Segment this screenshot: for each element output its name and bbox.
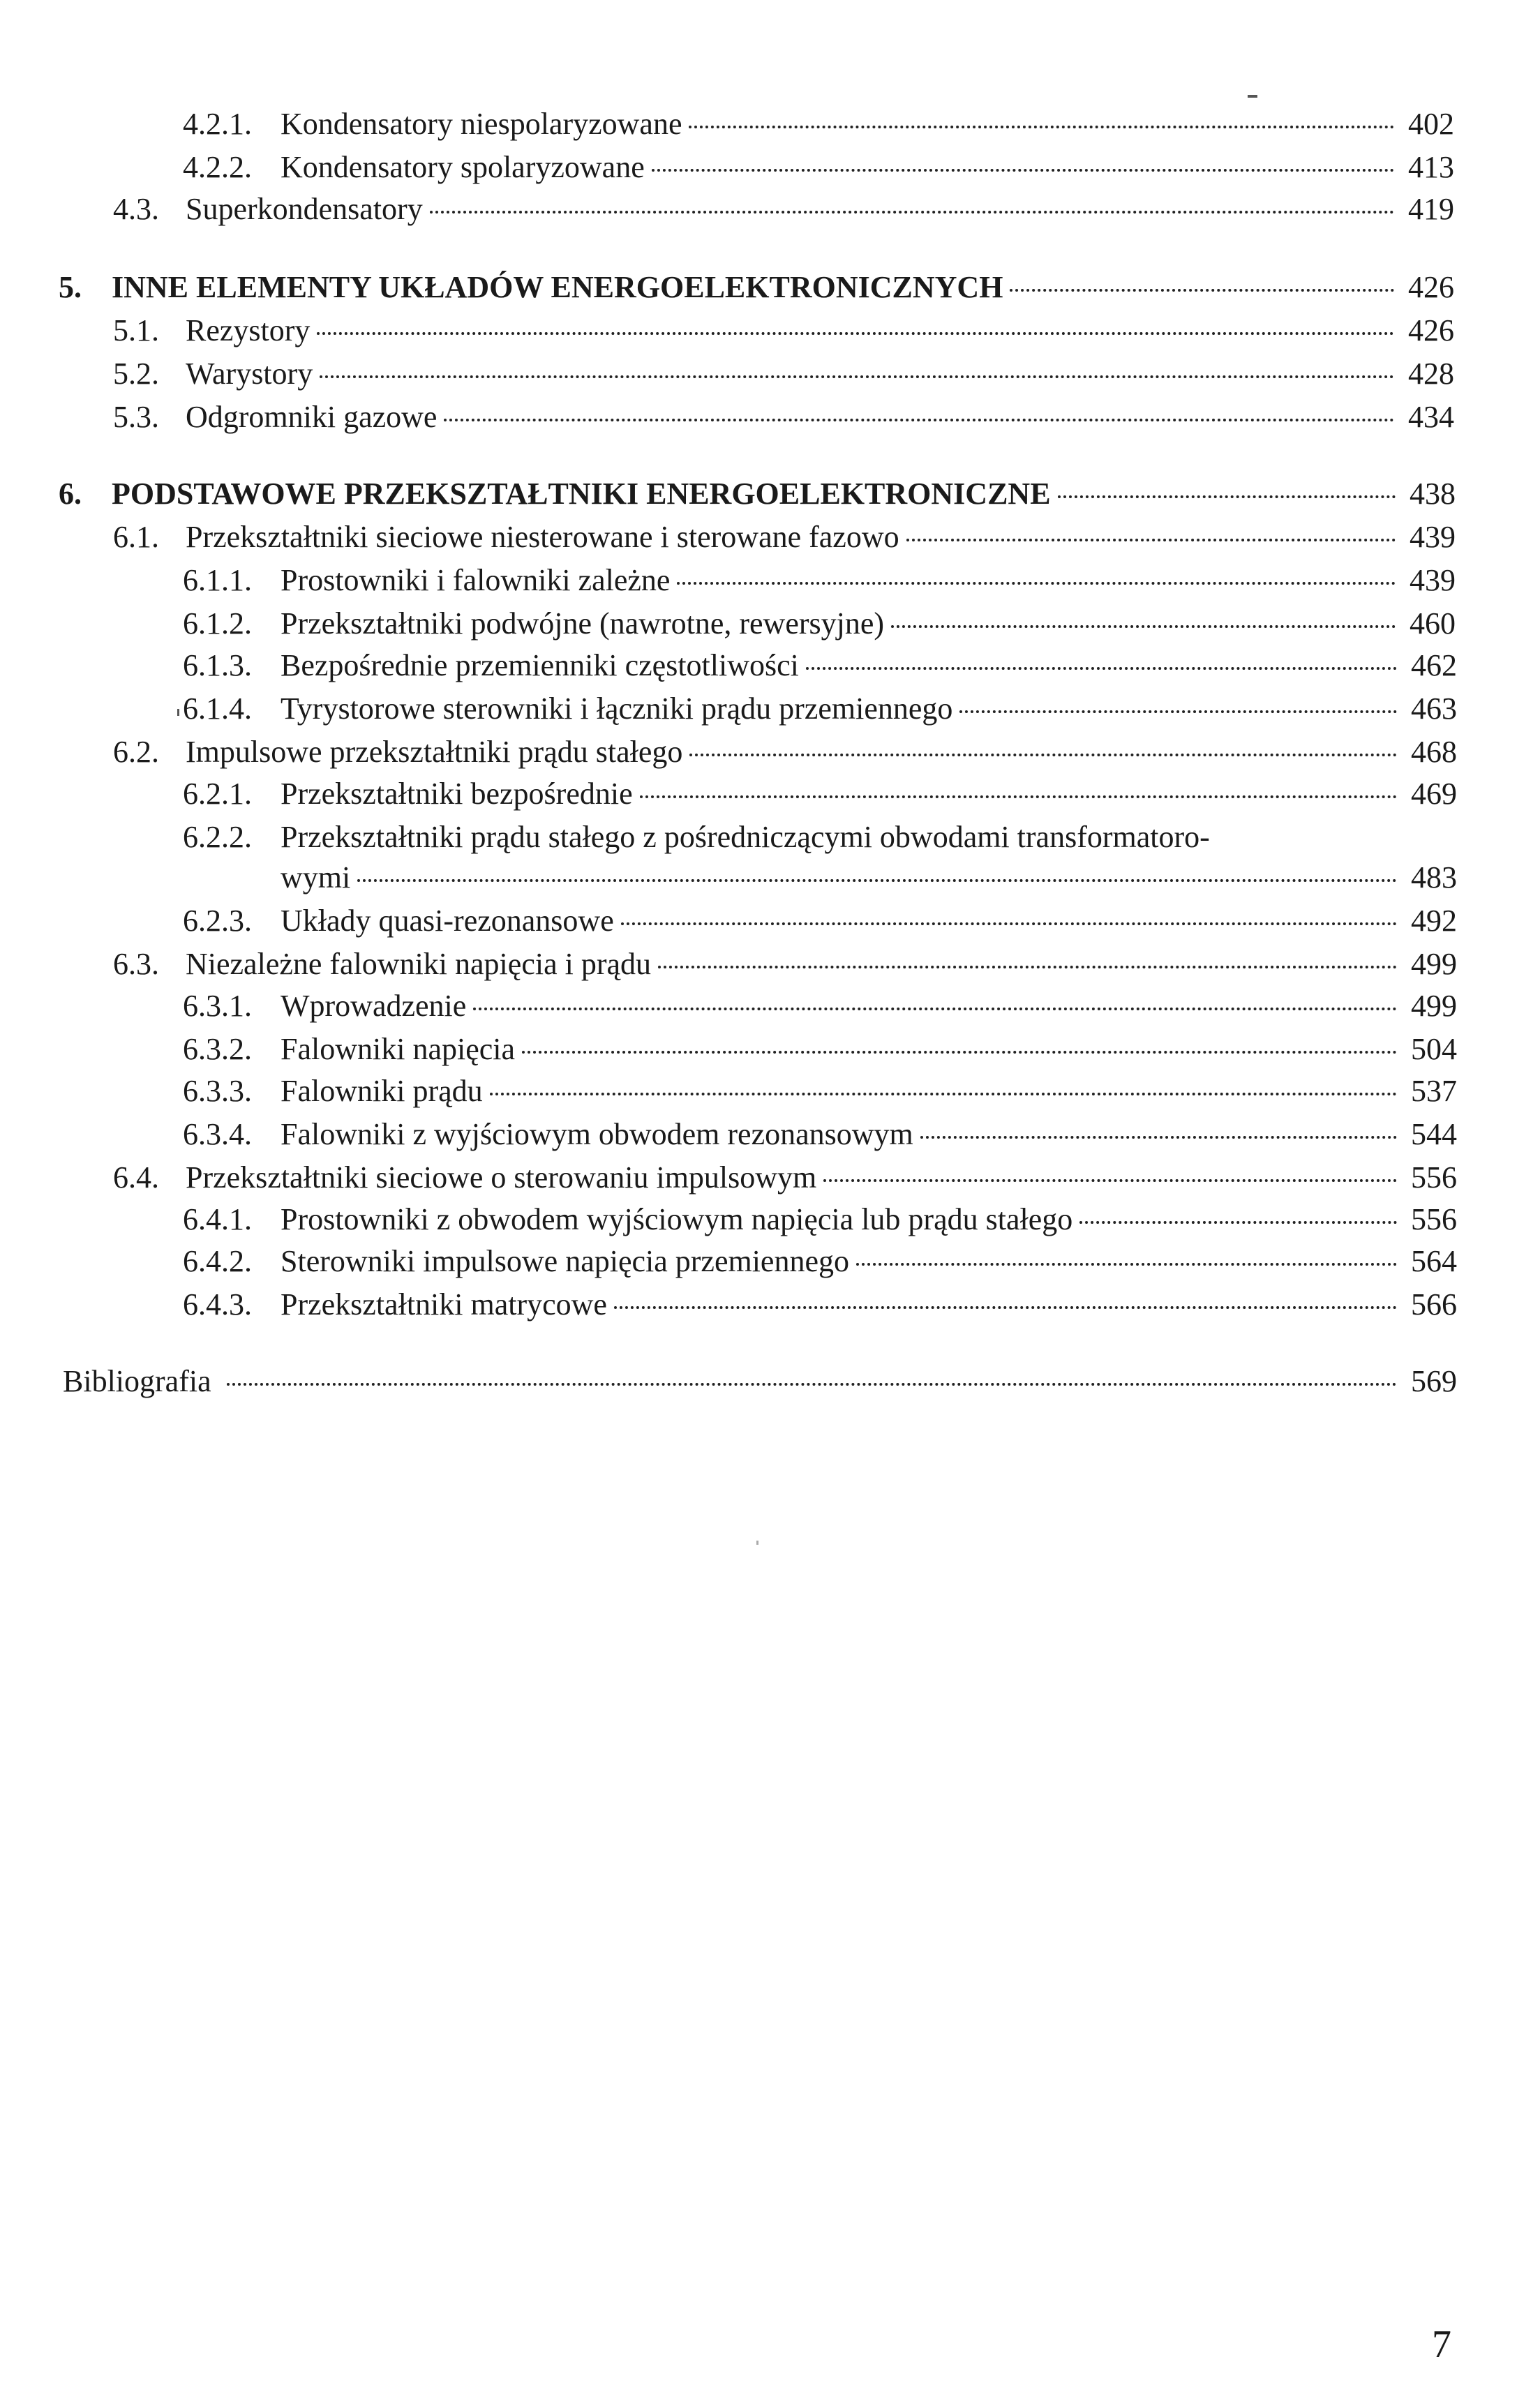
toc-entry-number: 6.1.3. [183, 648, 252, 682]
toc-entry-title: Superkondensatory [186, 192, 423, 226]
toc-entry-page: 483 [1411, 860, 1457, 894]
toc-entry [183, 987, 1457, 1026]
dot-leader [490, 1093, 1397, 1095]
scan-speck [177, 709, 179, 716]
dot-leader [959, 710, 1397, 713]
toc-entry-number: 6.3.4. [183, 1117, 252, 1151]
toc-entry-title: Falowniki prądu [281, 1074, 483, 1108]
toc-entry-number: 5.2. [113, 357, 159, 391]
toc-entry-title: Przekształtniki podwójne (nawrotne, rewersyjne) [281, 606, 885, 641]
toc-entry-page: 468 [1411, 735, 1457, 769]
toc-entry [183, 1072, 1457, 1111]
toc-entry-page: 439 [1410, 563, 1456, 597]
toc-entry-number: 5.3. [113, 400, 159, 434]
toc-entry [183, 604, 1456, 643]
toc-chapter [59, 268, 1454, 307]
toc-entry [113, 518, 1456, 557]
dot-leader [430, 211, 1394, 214]
toc-entry [113, 945, 1457, 984]
dot-leader [658, 966, 1397, 968]
toc-entry-number: 6.3.1. [183, 989, 252, 1023]
toc-entry-number: 6.4.2. [183, 1244, 252, 1278]
dot-leader [1079, 1221, 1397, 1224]
dot-leader [891, 625, 1396, 628]
toc-entry-number: 4.3. [113, 192, 159, 226]
toc-entry-page: 460 [1410, 606, 1456, 641]
toc-entry-number: 5. [59, 270, 82, 304]
toc-entry-title: Impulsowe przekształtniki prądu stałego [186, 735, 683, 769]
dot-leader [689, 126, 1394, 128]
toc-entry-title: Tyrystorowe sterowniki i łączniki prądu przemiennego [281, 691, 953, 726]
dot-leader [677, 582, 1396, 585]
toc-entry-number: 6.4. [113, 1160, 159, 1195]
toc-entry [183, 901, 1457, 941]
toc-entry [183, 774, 1457, 814]
toc-entry [183, 561, 1456, 600]
dot-leader [357, 879, 1397, 882]
toc-entry-title: Bibliografia [63, 1364, 211, 1398]
toc-entry-number: 6.1.2. [183, 606, 252, 641]
toc-entry [183, 689, 1457, 728]
toc-entry-title: Przekształtniki prądu stałego z pośredniczącymi obwodami transformatoro- [281, 820, 1210, 854]
toc-entry-title: Przekształtniki sieciowe o sterowaniu impulsowym [186, 1160, 817, 1195]
toc-entry-page: 499 [1411, 989, 1457, 1023]
dot-leader [621, 922, 1397, 925]
toc-entry-title: Odgromniki gazowe [186, 400, 438, 434]
toc-entry-title: Sterowniki impulsowe napięcia przemiennego [281, 1244, 849, 1278]
toc-entry-page: 426 [1408, 313, 1454, 347]
dot-leader [823, 1179, 1397, 1182]
toc-entry-title: Falowniki napięcia [281, 1032, 516, 1066]
toc-entry-page: 469 [1411, 777, 1457, 811]
toc-entry-page: 434 [1408, 400, 1454, 434]
toc-entry-number: 6.3.3. [183, 1074, 252, 1108]
scan-speck [1248, 95, 1257, 98]
toc-entry-number: 5.1. [113, 313, 159, 347]
toc-entry [183, 1285, 1457, 1324]
toc-entry-page: 462 [1411, 648, 1457, 682]
toc-entry-title: INNE ELEMENTY UKŁADÓW ENERGOELEKTRONICZNYCH [112, 270, 1003, 304]
toc-entry-page: 504 [1411, 1032, 1457, 1066]
toc-entry [183, 1200, 1457, 1239]
dot-leader [640, 795, 1397, 798]
toc-entry-number: 4.2.1. [183, 107, 252, 141]
toc-entry-number: 6.2.3. [183, 904, 252, 938]
toc-entry-title: Układy quasi-rezonansowe [281, 904, 614, 938]
toc-entry-page: 556 [1411, 1160, 1457, 1195]
toc-entry-page: 564 [1411, 1244, 1457, 1278]
dot-leader [806, 667, 1397, 670]
toc-entry [183, 148, 1454, 187]
toc-entry-title: Przekształtniki matrycowe [281, 1287, 607, 1322]
dot-leader [444, 419, 1394, 421]
toc-entry-number: 6.2.1. [183, 777, 252, 811]
toc-chapter [59, 474, 1456, 514]
dot-leader [652, 169, 1394, 172]
toc-entry-title: Rezystory [186, 313, 311, 347]
toc-entry-page: 499 [1411, 947, 1457, 981]
toc-entry [183, 1030, 1457, 1069]
dot-leader [1058, 495, 1396, 498]
toc-entry-title: Przekształtniki sieciowe niesterowane i sterowane fazowo [186, 520, 899, 554]
toc-entry-number: 6.4.1. [183, 1202, 252, 1236]
toc-entry-number: 6.4.3. [183, 1287, 252, 1322]
toc-entry-number: 6.2.2. [183, 820, 252, 854]
toc-entry-page: 463 [1411, 691, 1457, 726]
dot-leader [473, 1008, 1397, 1010]
toc-entry [183, 105, 1454, 144]
dot-leader [1010, 289, 1394, 292]
toc-entry-page: 419 [1408, 192, 1454, 226]
toc-entry-title: Kondensatory niespolaryzowane [281, 107, 682, 141]
dot-leader [227, 1383, 1397, 1386]
toc-entry [113, 733, 1457, 772]
toc-entry-page: 439 [1410, 520, 1456, 554]
toc-entry-page: 569 [1411, 1364, 1457, 1398]
toc-entry-title: Bezpośrednie przemienniki częstotliwości [281, 648, 799, 682]
toc-entry-page: 428 [1408, 357, 1454, 391]
toc-entry-number: 6. [59, 477, 82, 511]
toc-entry [113, 190, 1454, 229]
dot-leader [614, 1306, 1397, 1309]
toc-entry-page: 544 [1411, 1117, 1457, 1151]
toc-entry-number: 4.2.2. [183, 150, 252, 184]
toc-entry-page: 402 [1408, 107, 1454, 141]
toc-entry-number: 6.2. [113, 735, 159, 769]
toc-entry-first-line [183, 818, 1210, 857]
toc-entry-page: 537 [1411, 1074, 1457, 1108]
toc-entry-continuation [281, 858, 1457, 897]
dot-leader [920, 1136, 1397, 1139]
toc-entry-page: 426 [1408, 270, 1454, 304]
toc-entry-title: Kondensatory spolaryzowane [281, 150, 645, 184]
toc-entry-title: Falowniki z wyjściowym obwodem rezonansowym [281, 1117, 913, 1151]
toc-entry-title: PODSTAWOWE PRZEKSZTAŁTNIKI ENERGOELEKTRONICZNE [112, 477, 1051, 511]
dot-leader [906, 539, 1396, 541]
toc-entry [113, 1158, 1457, 1197]
dot-leader [320, 375, 1394, 378]
toc-entry-title: Warystory [186, 357, 313, 391]
scan-speck [756, 1541, 758, 1545]
dot-leader [689, 754, 1397, 756]
toc-entry-page: 492 [1411, 904, 1457, 938]
toc-entry-number: 6.1.1. [183, 563, 252, 597]
toc-entry-title: Prostowniki i falowniki zależne [281, 563, 671, 597]
toc-bibliography [63, 1362, 1457, 1401]
toc-entry [183, 1242, 1457, 1281]
toc-entry-title: Prostowniki z obwodem wyjściowym napięcia lub prądu stałego [281, 1202, 1073, 1236]
toc-entry-number: 6.3. [113, 947, 159, 981]
dot-leader [522, 1051, 1397, 1054]
toc-entry [183, 646, 1457, 685]
toc-entry-number: 6.3.2. [183, 1032, 252, 1066]
toc-entry-page: 566 [1411, 1287, 1457, 1322]
dot-leader [317, 332, 1394, 335]
toc-entry-title: Wprowadzenie [281, 989, 467, 1023]
toc-entry [113, 311, 1454, 350]
toc-entry-number: 6.1.4. [183, 691, 252, 726]
toc-entry-page: 413 [1408, 150, 1454, 184]
toc-entry-title-continuation: wymi [281, 860, 351, 894]
toc-entry-title: Przekształtniki bezpośrednie [281, 777, 633, 811]
toc-entry-title: Niezależne falowniki napięcia i prądu [186, 947, 652, 981]
toc-entry-number: 6.1. [113, 520, 159, 554]
toc-entry-page: 556 [1411, 1202, 1457, 1236]
toc-entry [113, 354, 1454, 394]
page-number: 7 [1432, 2323, 1451, 2366]
toc-entry-page: 438 [1410, 477, 1456, 511]
dot-leader [856, 1263, 1397, 1266]
toc-entry [113, 398, 1454, 437]
toc-entry [183, 1115, 1457, 1154]
